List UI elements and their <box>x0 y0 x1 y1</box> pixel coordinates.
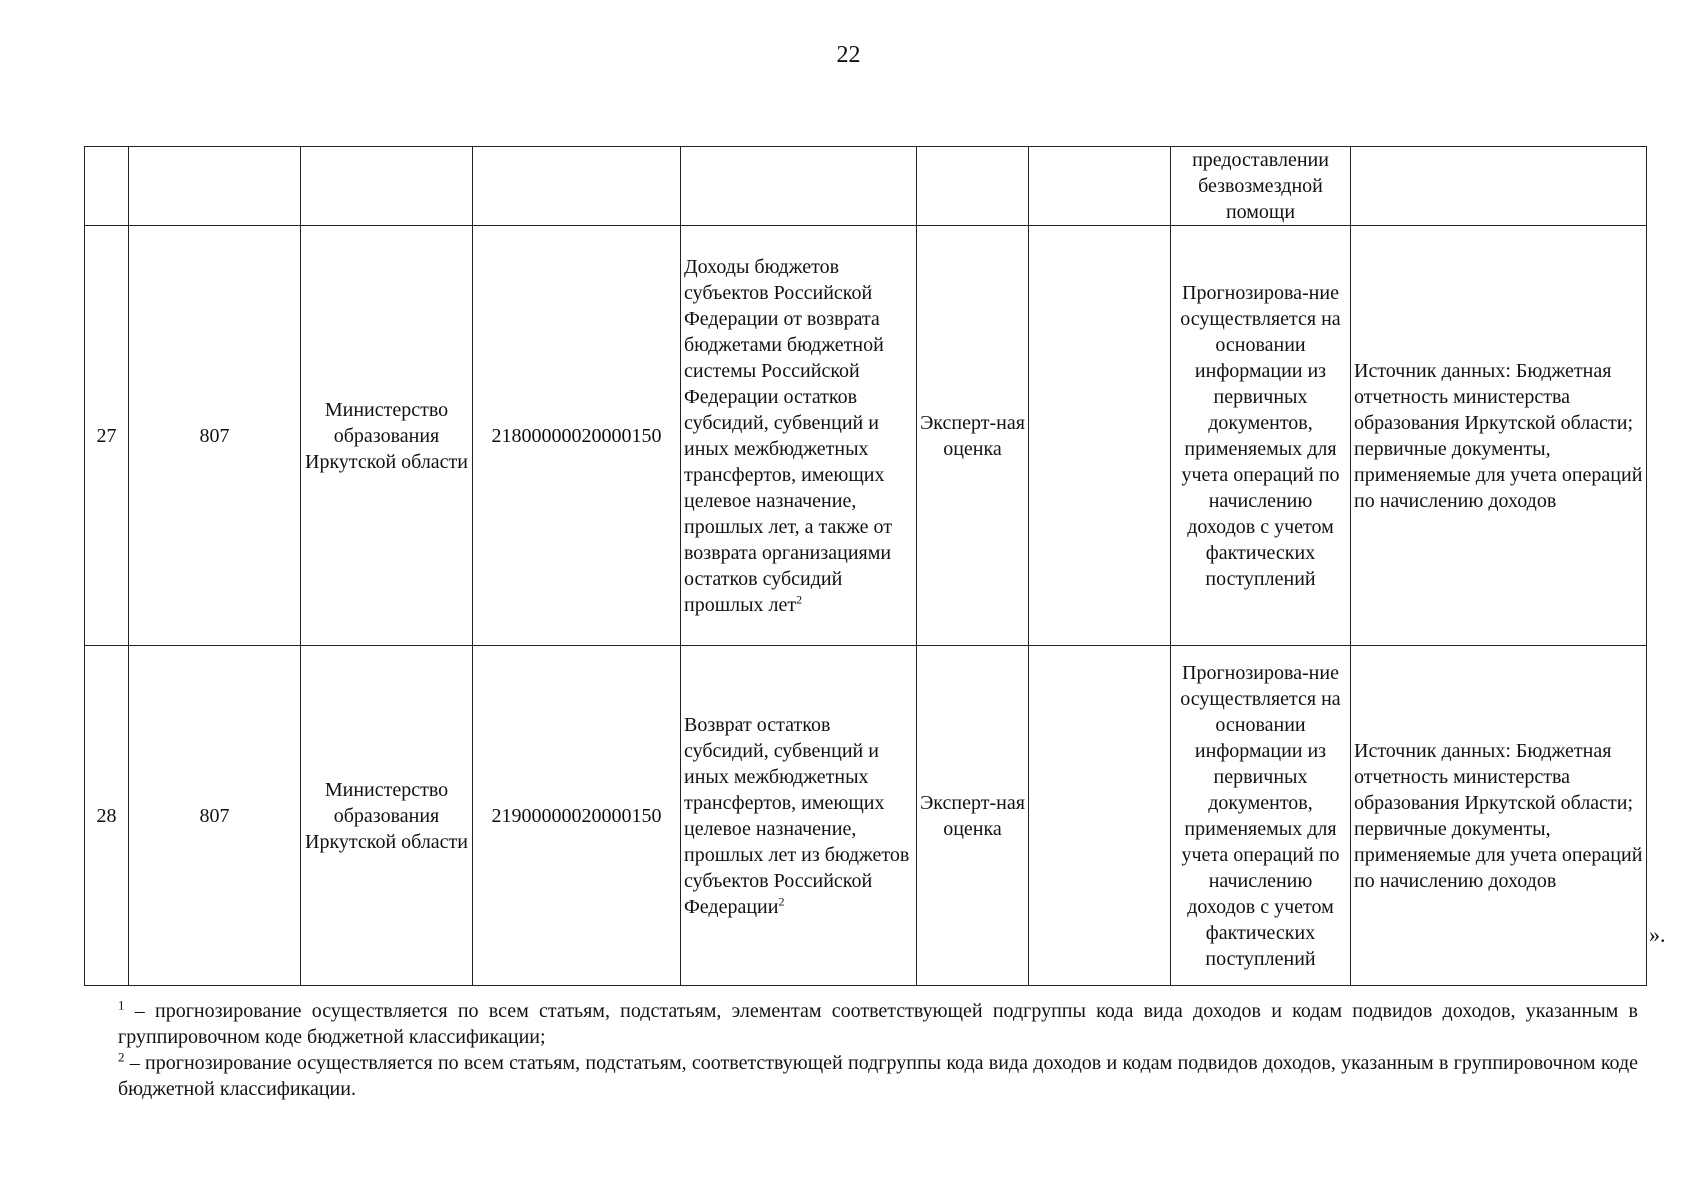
cell-source <box>1351 147 1647 226</box>
revenue-forecast-table <box>84 146 1647 986</box>
footnote-ref: 2 <box>796 591 803 606</box>
cell-administrator: Министерство образования Иркутской области <box>301 646 473 986</box>
cell-justification: Прогнозирова-ние осуществляется на основании информации из первичных документов, применяемых для учета операций по начислению доходов с учетом фактических поступлений <box>1171 646 1351 986</box>
footnote-2 <box>118 1050 1638 1102</box>
footnotes <box>118 998 1638 1102</box>
footnote-text: – прогнозирование осуществляется по всем статьям, подстатьям, элементам соответствующей подгруппы кода вида доходов и кодам подвидов доходов, указанным в группировочном коде бюджетной классификации; <box>118 1000 1639 1048</box>
footnote-text: – прогнозирование осуществляется по всем статьям, подстатьям, соответствующей подгруппы кода вида доходов и кодам подвидов доходов, указанным в группировочном коде бюджетной классификации. <box>118 1052 1639 1100</box>
table-row-continuation <box>85 147 1647 226</box>
cell-source: Источник данных: Бюджетная отчетность министерства образования Иркутской области; первичные документы, применяемые для учета операций по начислению доходов <box>1351 226 1647 646</box>
cell-code <box>129 147 301 226</box>
cell-code: 807 <box>129 646 301 986</box>
cell-kbk: 21900000020000150 <box>473 646 681 986</box>
cell-kbk: 21800000020000150 <box>473 226 681 646</box>
cell-justification: Прогнозирова-ние осуществляется на основании информации из первичных документов, применяемых для учета операций по начислению доходов с учетом фактических поступлений <box>1171 226 1351 646</box>
page-number: 22 <box>836 42 861 68</box>
cell-kbk <box>473 147 681 226</box>
cell-num: 27 <box>85 226 129 646</box>
cell-justification: предоставлении безвозмездной помощи <box>1171 147 1351 226</box>
cell-administrator <box>301 147 473 226</box>
table-row <box>85 646 1647 986</box>
footnote-1 <box>118 998 1638 1050</box>
cell-method: Эксперт-ная оценка <box>917 226 1029 646</box>
cell-num <box>85 147 129 226</box>
cell-formula <box>1029 226 1171 646</box>
cell-method: Эксперт-ная оценка <box>917 646 1029 986</box>
cell-name <box>681 226 917 646</box>
cell-source: Источник данных: Бюджетная отчетность министерства образования Иркутской области; первичные документы, применяемые для учета операций по начислению доходов <box>1351 646 1647 986</box>
name-text: Доходы бюджетов субъектов Российской Федерации от возврата бюджетами бюджетной системы Российской Федерации остатков субсидий, субвенций и иных межбюджетных трансфертов, имеющих целевое назначение, прошлых лет, а также от возврата организациями остатков субсидий прошлых лет <box>684 255 892 616</box>
cell-formula <box>1029 646 1171 986</box>
cell-name <box>681 147 917 226</box>
table-row <box>85 226 1647 646</box>
cell-formula <box>1029 147 1171 226</box>
footnote-mark: 1 <box>118 997 125 1013</box>
cell-code: 807 <box>129 226 301 646</box>
cell-name <box>681 646 917 986</box>
footnote-mark: 2 <box>118 1049 125 1065</box>
closing-quote: ». <box>1649 922 1666 947</box>
footnote-ref: 2 <box>778 893 785 908</box>
cell-administrator: Министерство образования Иркутской области <box>301 226 473 646</box>
cell-num: 28 <box>85 646 129 986</box>
cell-method <box>917 147 1029 226</box>
name-text: Возврат остатков субсидий, субвенций и иных межбюджетных трансфертов, имеющих целевое назначение, прошлых лет из бюджетов субъектов Российской Федерации <box>684 713 910 918</box>
